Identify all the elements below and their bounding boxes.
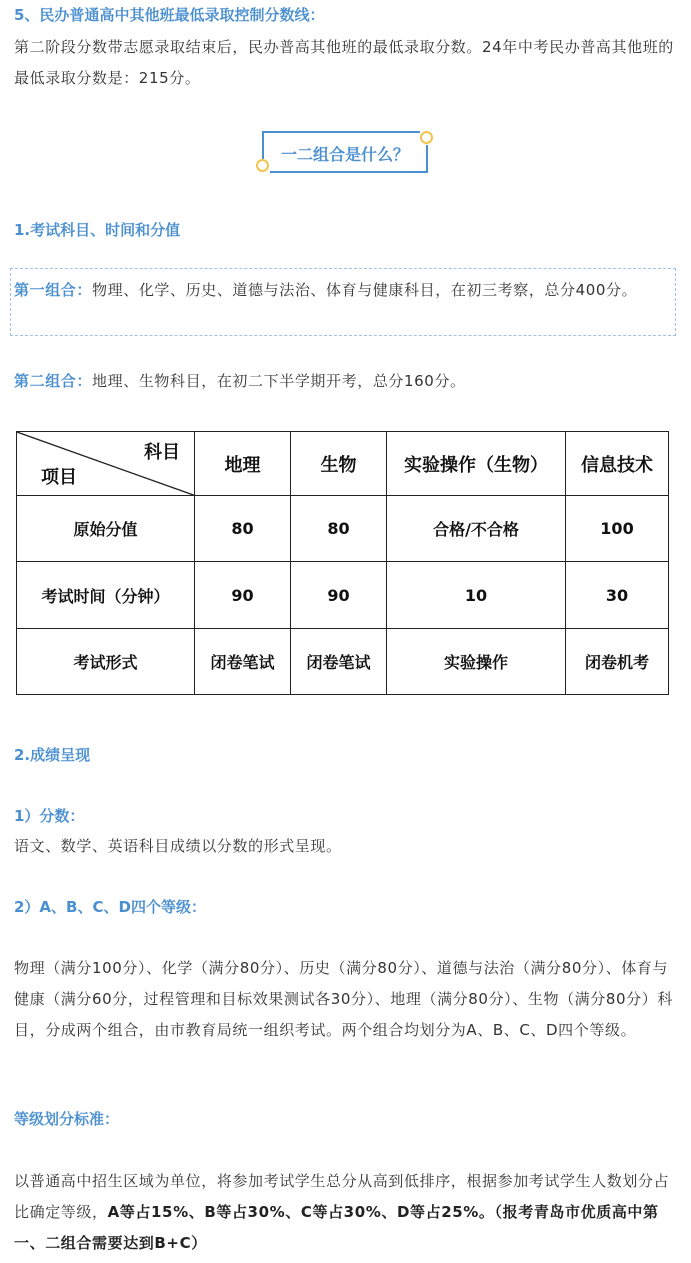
grading-standard-highlight: A等占15%、B等占30%、C等占30%、D等占25%。（报考青岛市优质高中第一、二组合需要达到B+C）: [14, 1203, 659, 1252]
table-header-cell: 信息技术: [566, 432, 669, 496]
group1-text: 物理、化学、历史、道德与法治、体育与健康科目，在初三考察，总分400分。: [92, 281, 638, 299]
table-row: [17, 628, 669, 694]
table-header-cell: 实验操作（生物）: [387, 432, 566, 496]
exam-subjects-table: [16, 431, 669, 695]
table-header-cell: 地理: [195, 432, 291, 496]
grades-paragraph: 物理（满分100分）、化学（满分80分）、历史（满分80分）、道德与法治（满分80分）、体育与健康（满分60分，过程管理和目标效果测试各30分）、地理（满分80分）、生物（满分80分）科目，分成两个组合，由市教育局统一组织考试。两个组合均划分为A、B、C、D四个等级。: [14, 959, 673, 1039]
table-cell: 90: [291, 562, 387, 628]
table-cell: 80: [195, 496, 291, 562]
scores-paragraph: 语文、数学、英语科目成绩以分数的形式呈现。: [14, 837, 342, 855]
scores-subtitle: 1）分数：: [14, 807, 85, 825]
table-header-cell: 生物: [291, 432, 387, 496]
grading-standard-title: 等级划分标准：: [14, 1110, 120, 1128]
table-cell: 90: [195, 562, 291, 628]
section2-title: 2.成绩呈现: [14, 746, 91, 764]
decorative-title-box: [256, 131, 434, 173]
group2-text: 地理、生物科目，在初二下半学期开考，总分160分。: [92, 372, 466, 390]
section5-body: 第二阶段分数带志愿录取结束后，民办普高其他班的最低录取分数。24年中考民办普高其他班的最低录取分数是：215分。: [14, 38, 674, 87]
table-cell: 合格/不合格: [387, 496, 566, 562]
table-row: [17, 496, 669, 562]
table-row-label: 原始分值: [17, 496, 195, 562]
table-cell: 实验操作: [387, 628, 566, 694]
section1-title: 1.考试科目、时间和分值: [14, 221, 181, 239]
table-cell: 闭卷笔试: [195, 628, 291, 694]
decorative-title: 一二组合是什么？: [280, 145, 409, 164]
table-row: [17, 562, 669, 628]
table-cell: 100: [566, 496, 669, 562]
grading-standard-paragraph: [14, 1166, 682, 1259]
grades-subtitle: 2）A、B、C、D四个等级：: [14, 898, 206, 916]
group1-paragraph: [14, 275, 678, 306]
table-cell: 80: [291, 496, 387, 562]
table-header-row: [17, 432, 669, 496]
table-cell: 10: [387, 562, 566, 628]
corner-top-label: 科目: [144, 442, 180, 463]
table-row-label: 考试形式: [17, 628, 195, 694]
section5-title: 5、民办普通高中其他班最低录取控制分数线：: [14, 6, 325, 24]
corner-bottom-label: 项目: [41, 467, 77, 489]
table-corner-cell: [17, 432, 195, 496]
group2-label: 第二组合：: [14, 372, 93, 390]
table-cell: 30: [566, 562, 669, 628]
group2-paragraph: [14, 366, 678, 397]
table-cell: 闭卷笔试: [291, 628, 387, 694]
group1-label: 第一组合：: [14, 281, 93, 299]
grading-standard-text: 以普通高中招生区域为单位，将参加考试学生总分从高到低排序，根据参加考试学生人数划分占比确定等级，: [14, 1172, 670, 1221]
table-row-label: 考试时间（分钟）: [17, 562, 195, 628]
table-cell: 闭卷机考: [566, 628, 669, 694]
